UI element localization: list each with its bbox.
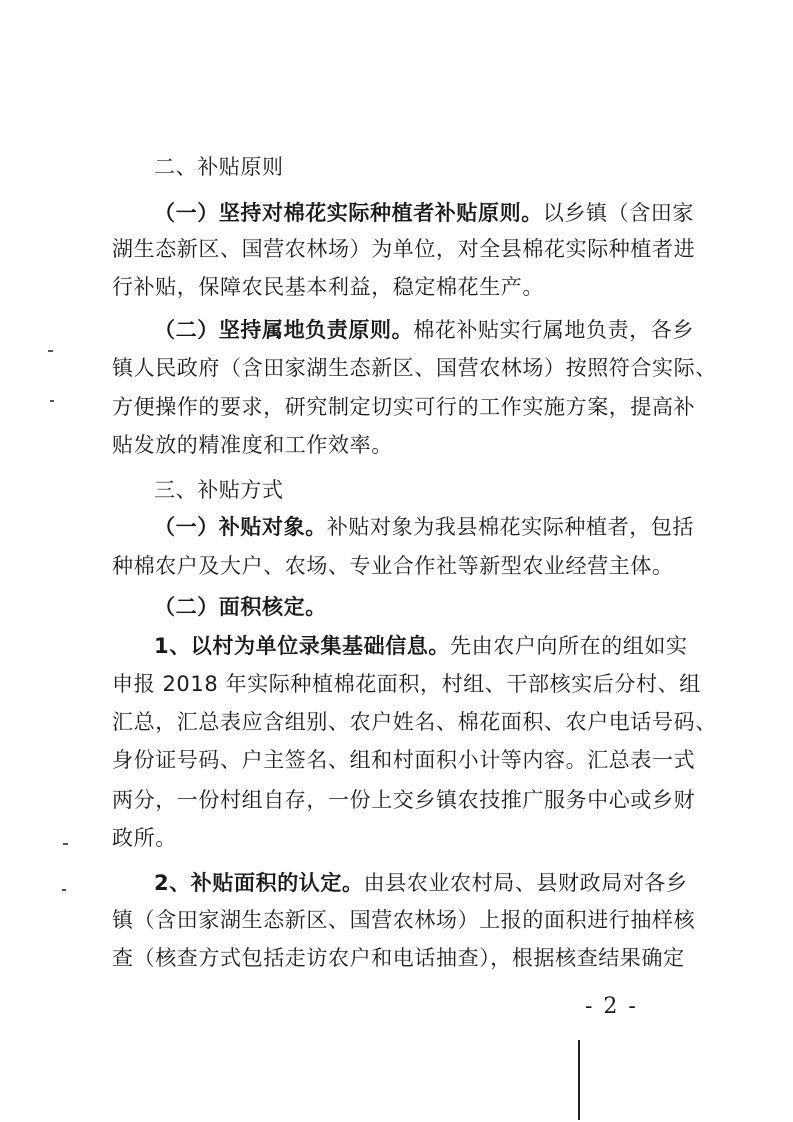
scan-mark [63,843,68,845]
scan-mark [62,889,66,891]
scan-mark [50,400,54,402]
paragraph-line: 汇总，汇总表应含组别、农户姓名、棉花面积、农户电话号码、 [112,710,717,734]
paragraph-line: 两分，一份村组自存，一份上交乡镇农技推广服务中心或乡财 [112,788,696,812]
paragraph-line: 镇人民政府（含田家湖生态新区、国营农林场）按照符合实际、 [112,356,717,380]
paragraph-line: 申报 2018 年实际种植棉花面积，村组、干部核实后分村、组 [112,672,701,696]
paragraph-line: 政所。 [112,826,177,850]
paragraph-line: 种棉农户及大户、农场、专业合作社等新型农业经营主体。 [112,554,674,578]
paragraph-line: 方便操作的要求，研究制定切实可行的工作实施方案，提高补 [112,395,696,419]
paragraph-line: 镇（含田家湖生态新区、国营农林场）上报的面积进行抽样核 [112,908,696,932]
scan-mark [48,350,53,352]
page-number: - 2 - [585,994,638,1019]
section-heading-principles: 二、补贴原则 [154,155,284,179]
paragraph-line: 查（核查方式包括走访农户和电话抽查），根据核查结果确定 [112,946,685,970]
paragraph-line: （二）坚持属地负责原则。棉花补贴实行属地负责，各乡 [154,318,695,342]
subheading-area-verification: （二）面积核定。 [154,595,327,619]
binding-line [578,1040,580,1120]
paragraph-line: 湖生态新区、国营农林场）为单位，对全县棉花实际种植者进 [112,237,696,261]
paragraph-line: 1、以村为单位录集基础信息。先由农户向所在的组如实 [154,634,688,658]
paragraph-line: 贴发放的精准度和工作效率。 [112,433,393,457]
paragraph-line: 身份证号码、户主签名、组和村面积小计等内容。汇总表一式 [112,748,696,772]
paragraph-line: （一）坚持对棉花实际种植者补贴原则。以乡镇（含田家 [154,201,695,225]
paragraph-line: 2、补贴面积的认定。由县农业农村局、县财政局对各乡 [154,871,688,895]
paragraph-line: 行补贴，保障农民基本利益，稳定棉花生产。 [112,275,544,299]
paragraph-line: （一）补贴对象。补贴对象为我县棉花实际种植者，包括 [154,515,695,539]
section-heading-methods: 三、补贴方式 [154,478,284,502]
